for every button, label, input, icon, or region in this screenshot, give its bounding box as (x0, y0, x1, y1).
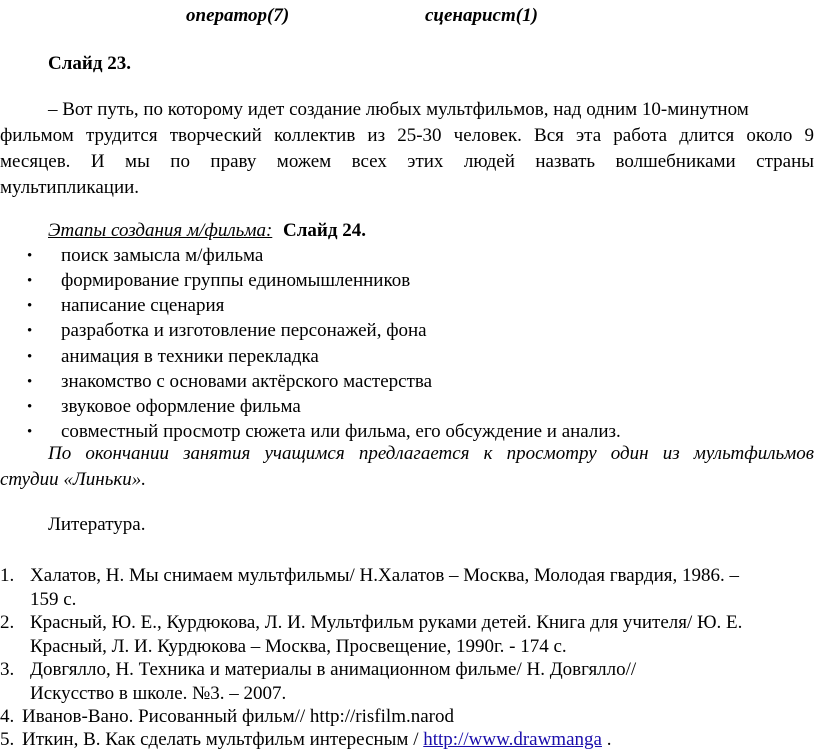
ref-text: Довгялло, Н. Техника и материалы в анимационном фильме/ Н. Довгялло// (30, 659, 637, 680)
stages-heading-row (48, 218, 366, 244)
ref-text-before-link: Иткин, В. Как сделать мультфильм интересным / (22, 729, 424, 750)
stage-item-text: звуковое оформление фильма (61, 396, 301, 417)
stage-item-text: совместный просмотр сюжета или фильма, его обсуждение и анализ. (61, 421, 621, 442)
ref-text (22, 727, 611, 753)
header-role-operator: оператор(7) (186, 5, 290, 26)
bullet-icon: • (27, 399, 33, 415)
ref-number: 3. (0, 659, 15, 680)
stage-item-text: формирование группы единомышленников (61, 270, 411, 291)
bullet-icon: • (27, 273, 33, 289)
stage-item-text: анимация в техники перекладка (61, 346, 319, 367)
ref-number: 2. (0, 612, 15, 633)
bullet-icon: • (27, 248, 33, 264)
ref-number: 5. (0, 729, 15, 750)
slide-23-paragraph-line-2: фильмом трудится творческий коллектив из 25-30 человек. Вся эта работа длится около 9 (0, 125, 814, 146)
ref-number: 1. (0, 565, 15, 586)
stage-item-text: знакомство с основами актёрского мастерства (61, 371, 433, 392)
closing-line-1: По окончании занятия учащимся предлагается к просмотру один из мультфильмов (48, 443, 814, 464)
ref-text: 159 с. (30, 589, 77, 610)
ref-text: Красный, Ю. Е., Курдюкова, Л. И. Мультфильм руками детей. Книга для учителя/ Ю. Е. (30, 612, 743, 633)
ref-text: Красный, Л. И. Курдюкова – Москва, Просвещение, 1990г. - 174 с. (30, 636, 567, 657)
slide-23-paragraph-line-4: мультипликации. (0, 177, 140, 198)
ref-text: Халатов, Н. Мы снимаем мультфильмы/ Н.Халатов – Москва, Молодая гвардия, 1986. – (30, 565, 739, 586)
ref-text: Искусство в школе. №3. – 2007. (30, 683, 287, 704)
slide-24-label: Слайд 24. (283, 220, 366, 241)
stages-heading: Этапы создания м/фильма: (48, 220, 273, 241)
ref-text-after-link: . (601, 729, 612, 750)
drawmanga-link[interactable]: http://www.drawmanga (423, 729, 602, 750)
ref-text: Иванов-Вано. Рисованный фильм// http://risfilm.narod (22, 706, 454, 727)
slide-23-title: Слайд 23. (48, 53, 131, 74)
stage-item-text: написание сценария (61, 295, 225, 316)
ref-number: 4. (0, 706, 15, 727)
slide-23-paragraph-line-1 (48, 97, 814, 123)
bullet-icon: • (27, 424, 33, 440)
stage-item-text: поиск замысла м/фильма (61, 245, 264, 266)
slide-23-line-1-text: – Вот путь, по которому идет создание любых мультфильмов, над одним 10-минутном (48, 99, 749, 120)
bullet-icon: • (27, 298, 33, 314)
slide-23-paragraph-line-3: месяцев. И мы по праву можем всех этих людей назвать волшебниками страны (0, 151, 814, 172)
literature-heading: Литература. (48, 514, 146, 535)
bullet-icon: • (27, 349, 33, 365)
bullet-icon: • (27, 374, 33, 390)
bullet-icon: • (27, 323, 33, 339)
closing-line-2: студии «Линьки». (0, 469, 146, 490)
header-role-scriptwriter: сценарист(1) (425, 5, 538, 26)
stage-item-text: разработка и изготовление персонажей, фона (61, 320, 427, 341)
